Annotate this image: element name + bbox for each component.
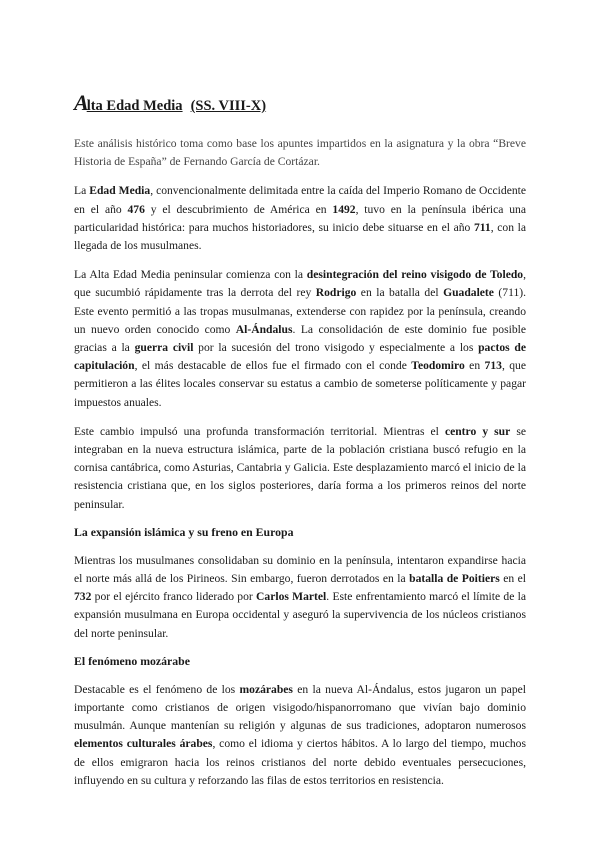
paragraph-edad-media: La Edad Media, convencionalmente delimitada entre la caída del Imperio Romano de Occidente en el año 476 y el descubrimiento de América en 1492, tuvo en la península ibérica una particularidad histórica: para muchos historiadores, su inicio debe situarse en el año 711, con la llegada de los musulmanes. xyxy=(74,184,526,253)
title-dropcap: A xyxy=(74,90,87,115)
title-text: lta Edad Media xyxy=(86,98,183,114)
paragraph-mozarabe: Destacable es el fenómeno de los mozárabes en la nueva Al-Ándalus, estos jugaron un papel importante como cristianos de origen visigodo/hispanorromano que vivían bajo dominio musulmán. Aunque mantenían su religión y algunas de sus tradiciones, adoptaron numerosos elementos culturales árabes, como el idioma y ciertos hábitos. A lo largo del tiempo, muchos de ellos emigraron hacia los reinos cristianos del norte debido eventuales persecuciones, influyendo en su cultura y reforzando las filas de estos territorios en resistencia. xyxy=(74,682,526,787)
intro-paragraph: Este análisis histórico toma como base los apuntes impartidos en la asignatura y la obra “Breve Historia de España” de Fernando García de Cortázar. xyxy=(74,137,526,169)
paragraph-expansion: Mientras los musulmanes consolidaban su dominio en la península, intentaron expandirse hacia el norte más allá de los Pirineos. Sin embargo, fueron derrotados en la batalla de Poitiers en el 732 por el ejército franco liderado por Carlos Martel. Este enfrentamiento marcó el límite de la expansión musulmana en Europa occidental y aseguró la supervivencia de los núcleos cristianos del norte peninsular. xyxy=(74,553,527,640)
paragraph-transformacion: Este cambio impulsó una profunda transformación territorial. Mientras el centro y sur se integraban en la nueva estructura islámica, parte de la población cristiana buscó refugio en la cornisa cantábrica, como Asturias, Cantabria y Galicia. Este desplazamiento marcó el inicio de la resistencia cristiana que, en los siglos posteriores, daría forma a los primeros reinos del norte peninsular. xyxy=(74,424,526,511)
heading-mozarabe: El fenómeno mozárabe xyxy=(74,653,190,668)
heading-expansion: La expansión islámica y su freno en Europa xyxy=(74,524,294,539)
paragraph-alta-edad-media: La Alta Edad Media peninsular comienza con la desintegración del reino visigodo de Toledo, que sucumbió rápidamente tras la derrota del rey Rodrigo en la batalla del Guadalete (711). Este evento permitió a las tropas musulmanas, extenderse con rapidez por la península, creando un nuevo orden conocido como Al-Ándalus. La consolidación de este dominio fue posible gracias a la guerra civil por la sucesión del trono visigodo y especialmente a los pactos de capitulación, el más destacable de ellos fue el firmado con el conde Teodomiro en 713, que permitieron a las élites locales conservar su estatus a cambio de someterse políticamente y pagar impuestos anuales. xyxy=(74,268,527,409)
title-period: (SS. VIII-X) xyxy=(190,98,267,114)
document-title xyxy=(74,92,526,115)
